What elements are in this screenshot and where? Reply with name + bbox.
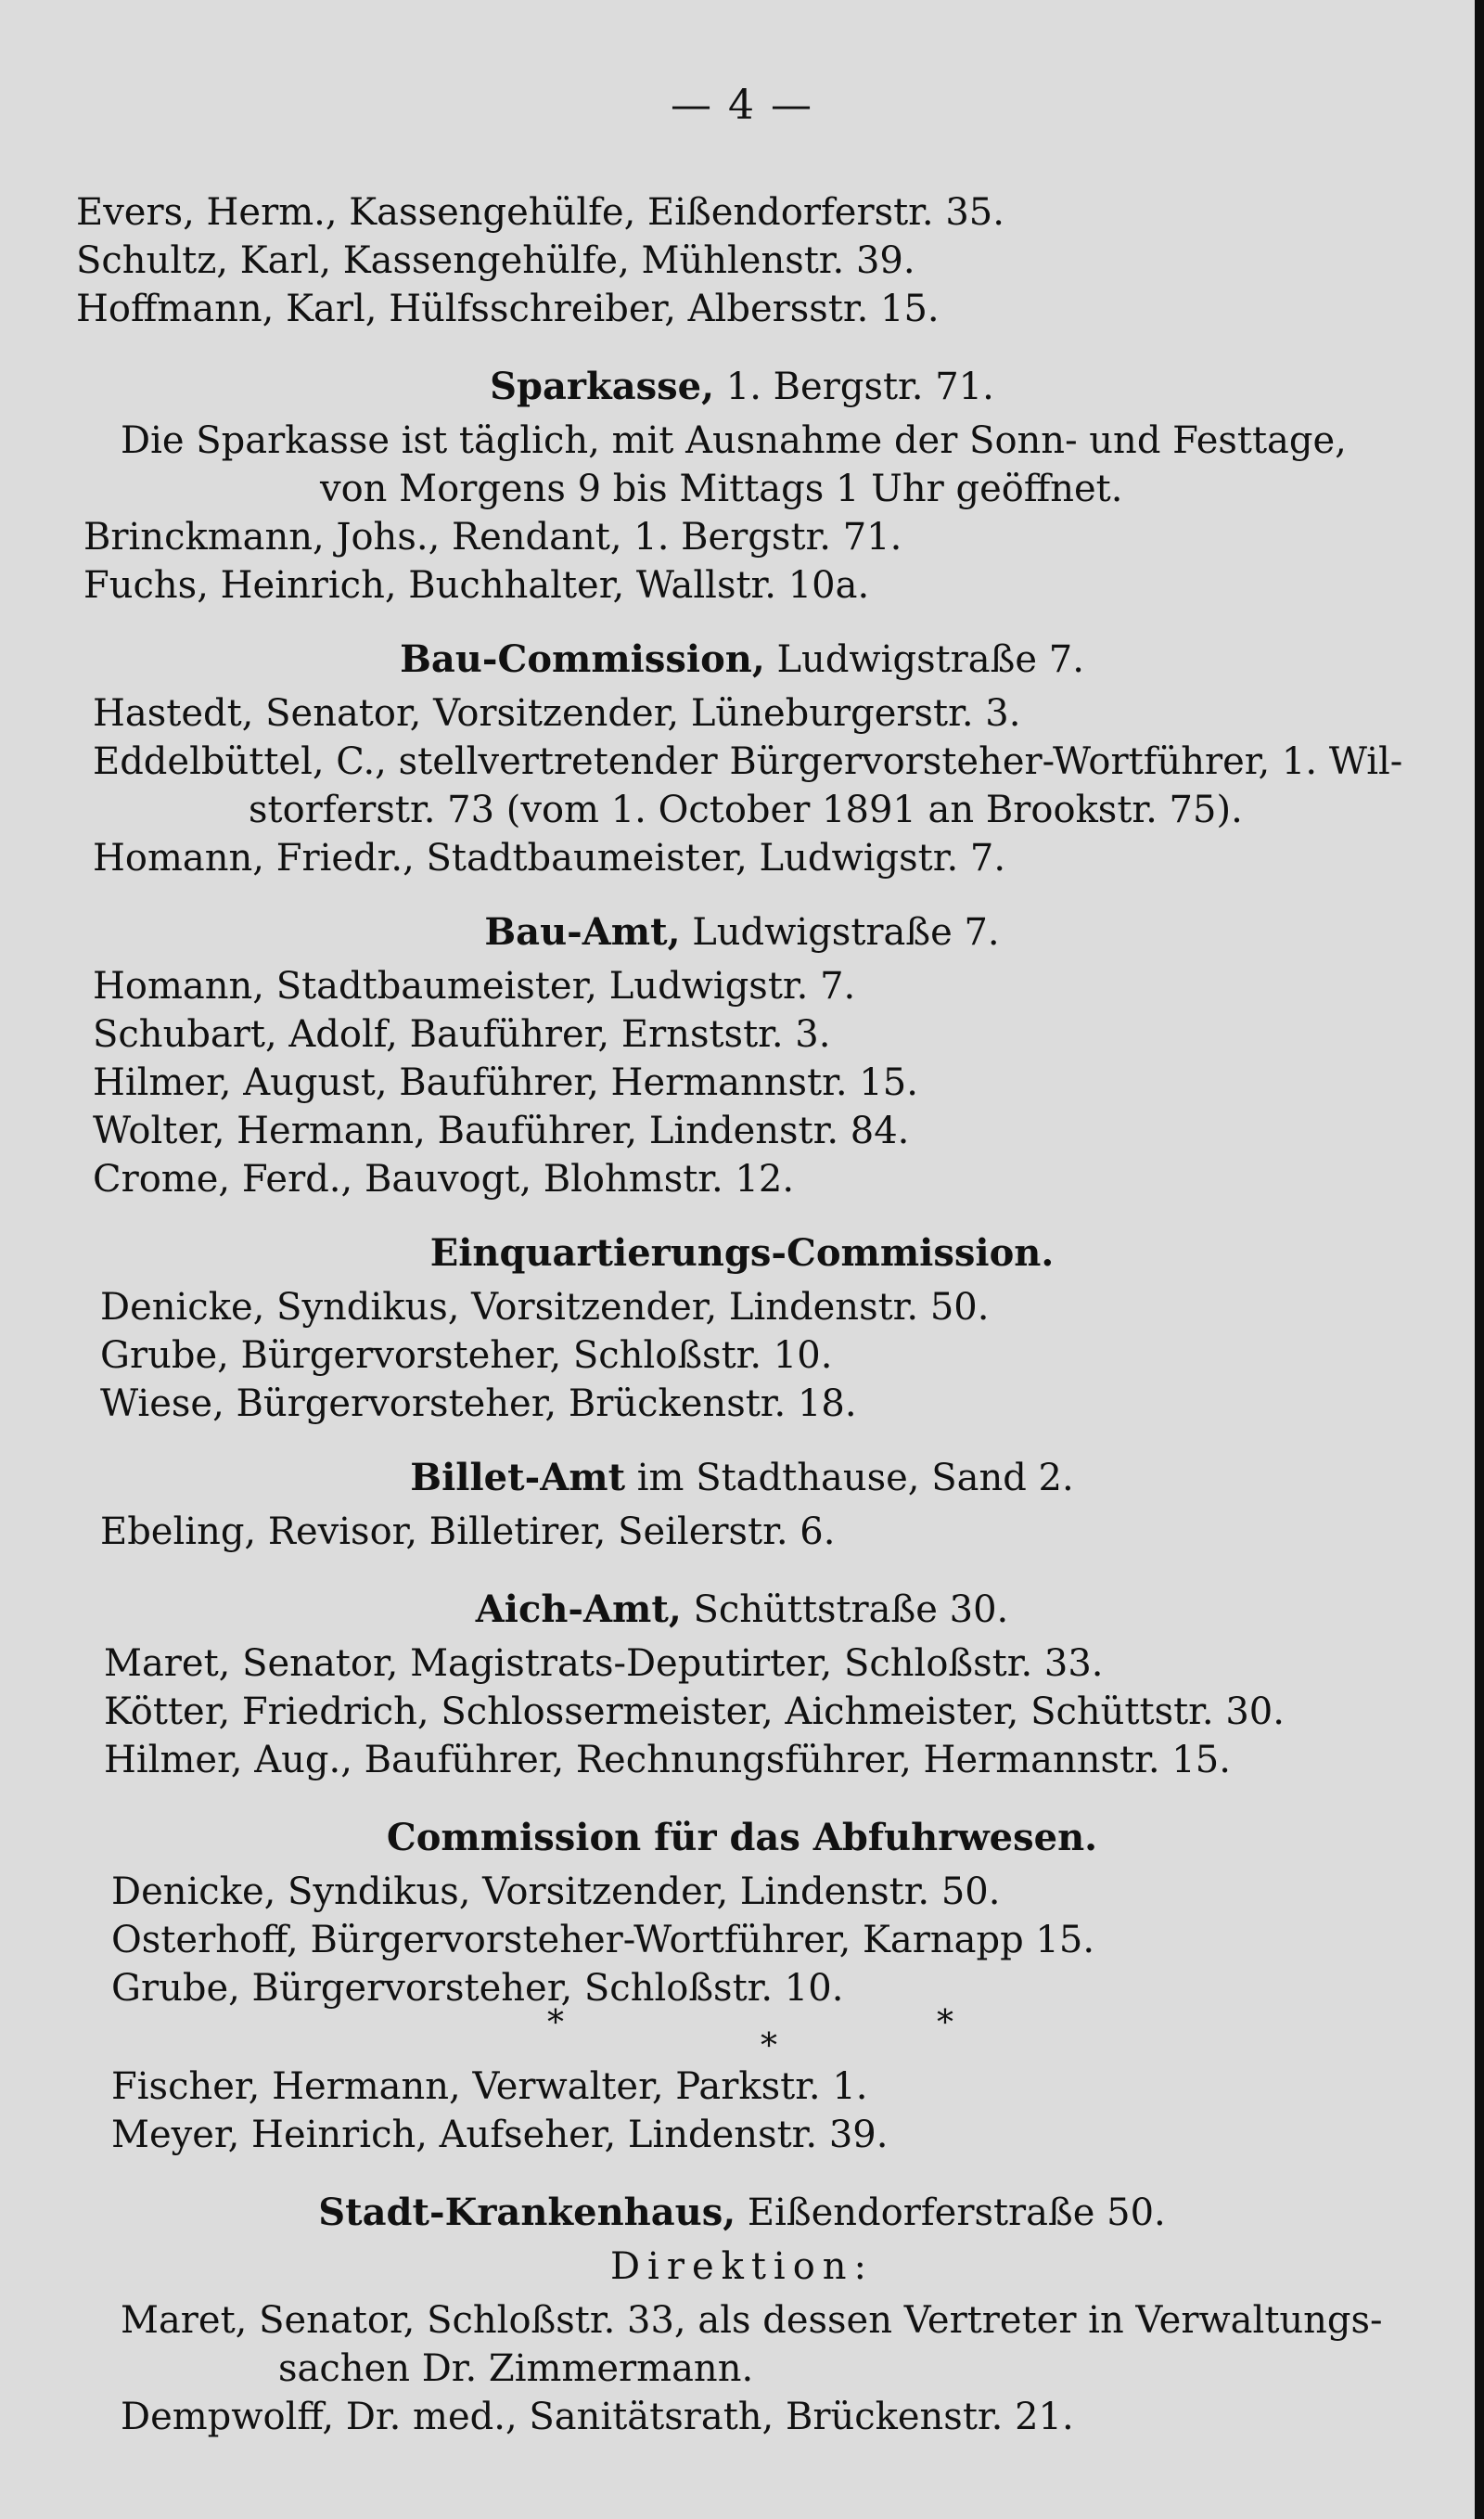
entry-line: Denicke, Syndikus, Vorsitzender, Lindenstr. 50. bbox=[111, 1870, 1001, 1913]
entry-line: Hastedt, Senator, Vorsitzender, Lüneburgerstr. 3. bbox=[93, 692, 1021, 735]
section-address: Ludwigstraße 7. bbox=[764, 638, 1084, 681]
entry-line: Grube, Bürgervorsteher, Schloßstr. 10. bbox=[111, 1967, 844, 2010]
asterisk-separator: * bbox=[547, 2004, 564, 2042]
entry-line: Hilmer, August, Bauführer, Hermannstr. 15. bbox=[93, 1061, 918, 1104]
section-heading-krankenhaus bbox=[0, 2188, 1484, 2238]
note-line: Die Sparkasse ist täglich, mit Ausnahme der Sonn- und Festtage, bbox=[121, 419, 1347, 462]
section-title: Billet-Amt bbox=[410, 1456, 626, 1499]
section-heading-sparkasse bbox=[0, 362, 1484, 412]
entry-line: Homann, Friedr., Stadtbaumeister, Ludwigstr. 7. bbox=[93, 837, 1006, 880]
entry-line: Dempwolff, Dr. med., Sanitätsrath, Brückenstr. 21. bbox=[121, 2396, 1074, 2438]
entry-line: Osterhoff, Bürgervorsteher-Wortführer, Karnapp 15. bbox=[111, 1919, 1095, 1961]
section-title: Sparkasse, bbox=[490, 365, 715, 408]
entry-line: Fuchs, Heinrich, Buchhalter, Wallstr. 10a. bbox=[83, 564, 870, 607]
asterisk-separator: * bbox=[761, 2027, 777, 2065]
section-address: Ludwigstraße 7. bbox=[680, 911, 1000, 954]
entry-line: Hilmer, Aug., Bauführer, Rechnungsführer, Hermannstr. 15. bbox=[104, 1739, 1231, 1781]
section-title: Stadt-Krankenhaus, bbox=[318, 2191, 736, 2234]
entry-line: Homann, Stadtbaumeister, Ludwigstr. 7. bbox=[93, 965, 856, 1008]
entry-line: Eddelbüttel, C., stellvertretender Bürgervorsteher-Wortführer, 1. Wil- bbox=[93, 740, 1403, 783]
entry-line: Evers, Herm., Kassengehülfe, Eißendorferstr. 35. bbox=[76, 191, 1004, 234]
section-heading-aich-amt bbox=[0, 1585, 1484, 1635]
entry-line: Schultz, Karl, Kassengehülfe, Mühlenstr. 39. bbox=[76, 239, 915, 282]
section-address: Eißendorferstraße 50. bbox=[736, 2191, 1166, 2234]
entry-line: Crome, Ferd., Bauvogt, Blohmstr. 12. bbox=[93, 1158, 795, 1201]
subheading-direktion: Direktion: bbox=[609, 2245, 875, 2288]
section-heading-einquartierung: Einquartierungs-Commission. bbox=[429, 1231, 1055, 1275]
page-number: — 4 — bbox=[671, 82, 813, 129]
entry-line: Maret, Senator, Schloßstr. 33, als dessen Vertreter in Verwaltungs- bbox=[121, 2299, 1383, 2342]
entry-line: Ebeling, Revisor, Billetirer, Seilerstr. 6. bbox=[100, 1510, 836, 1553]
section-heading-billet-amt bbox=[0, 1453, 1484, 1503]
entry-line: Denicke, Syndikus, Vorsitzender, Lindenstr. 50. bbox=[100, 1286, 990, 1329]
section-heading-abfuhrwesen: Commission für das Abfuhrwesen. bbox=[386, 1816, 1098, 1859]
note-line: von Morgens 9 bis Mittags 1 Uhr geöffnet. bbox=[320, 468, 1123, 510]
section-heading-bau-amt bbox=[0, 907, 1484, 957]
entry-line: Brinckmann, Johs., Rendant, 1. Bergstr. 71. bbox=[83, 516, 902, 559]
entry-line: Maret, Senator, Magistrats-Deputirter, Schloßstr. 33. bbox=[104, 1642, 1104, 1685]
section-title: Bau-Amt, bbox=[484, 910, 681, 954]
entry-line: Fischer, Hermann, Verwalter, Parkstr. 1. bbox=[111, 2065, 868, 2108]
entry-line: Wiese, Bürgervorsteher, Brückenstr. 18. bbox=[100, 1382, 857, 1425]
section-title: Aich-Amt, bbox=[475, 1587, 682, 1631]
asterisk-separator: * bbox=[937, 2004, 953, 2042]
section-address: im Stadthause, Sand 2. bbox=[625, 1457, 1074, 1499]
entry-line: Hoffmann, Karl, Hülfsschreiber, Albersstr. 15. bbox=[76, 288, 940, 330]
entry-line: Kötter, Friedrich, Schlossermeister, Aichmeister, Schüttstr. 30. bbox=[104, 1690, 1285, 1733]
section-address: 1. Bergstr. 71. bbox=[714, 366, 994, 408]
section-heading-bau-commission bbox=[0, 635, 1484, 685]
entry-line: sachen Dr. Zimmermann. bbox=[278, 2347, 754, 2390]
entry-line: Meyer, Heinrich, Aufseher, Lindenstr. 39. bbox=[111, 2114, 889, 2156]
section-address: Schüttstraße 30. bbox=[681, 1588, 1009, 1631]
page-edge-shadow bbox=[1475, 0, 1484, 2519]
section-title: Bau-Commission, bbox=[400, 637, 765, 681]
entry-line: Schubart, Adolf, Bauführer, Ernststr. 3. bbox=[93, 1013, 831, 1056]
entry-line: Wolter, Hermann, Bauführer, Lindenstr. 84. bbox=[93, 1110, 910, 1152]
entry-line: storferstr. 73 (vom 1. October 1891 an Brookstr. 75). bbox=[249, 789, 1243, 831]
entry-line: Grube, Bürgervorsteher, Schloßstr. 10. bbox=[100, 1334, 833, 1377]
